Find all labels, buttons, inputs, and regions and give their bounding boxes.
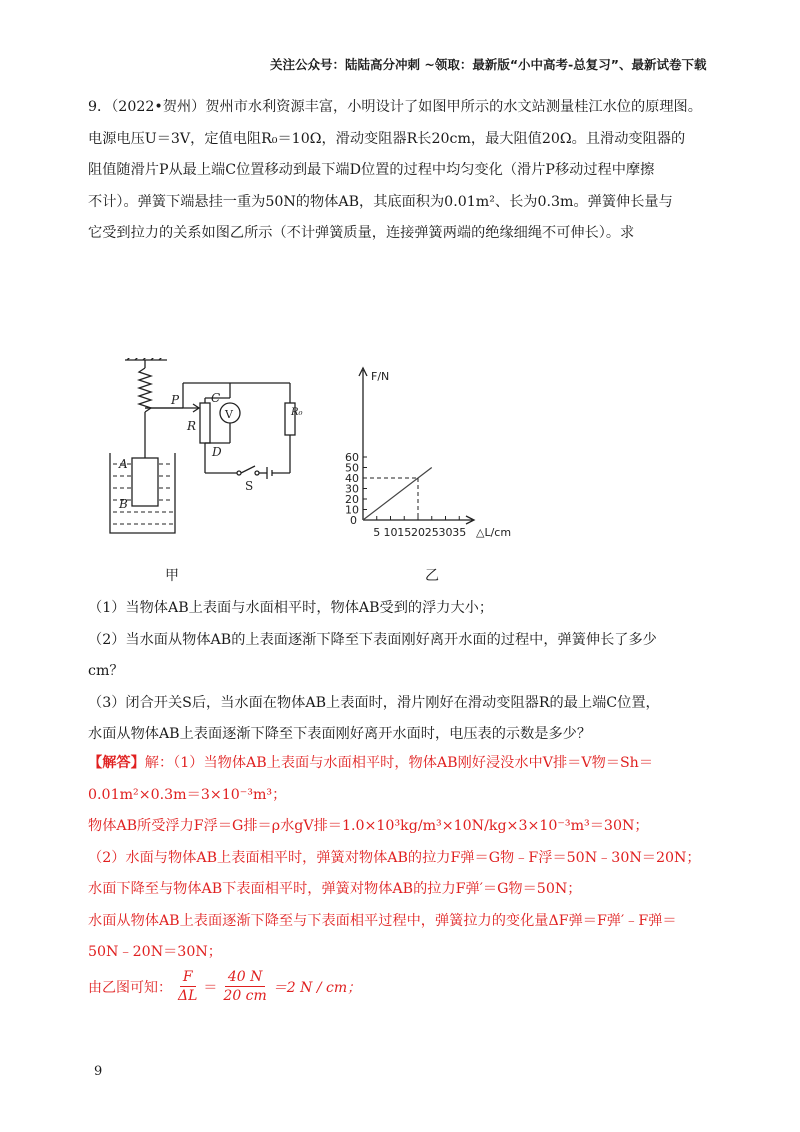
fraction-denominator: ΔL — [178, 988, 198, 1004]
fraction-denominator: 20 cm — [223, 988, 267, 1004]
x-axis-label: △L/cm — [476, 526, 512, 539]
question-line: 电源电压U＝3V，定值电阻R₀＝10Ω，滑动变阻器R长20cm，最大阻值20Ω。且滑动变阻器的 — [88, 130, 686, 147]
caption-yi: 乙 — [425, 568, 439, 584]
x-tick-label: 30 — [438, 526, 453, 539]
fraction-values — [220, 968, 269, 1005]
label-S: S — [245, 479, 254, 493]
x-tick-label: 35 — [452, 526, 467, 539]
answer-tag: 【解答】 — [88, 755, 145, 771]
sub-question-line: （2）当水面从物体AB的上表面逐渐下降至下表面刚好离开水面的过程中，弹簧伸长了多少 — [88, 631, 657, 648]
sub-question-line: （3）闭合开关S后，当水面在物体AB上表面时，滑片刚好在滑动变阻器R的最上端C位置， — [88, 694, 660, 711]
sub-question-line: cm？ — [88, 663, 124, 679]
label-C: C — [211, 391, 221, 405]
force-extension-chart — [335, 362, 550, 542]
sub-question-line: 水面从物体AB上表面逐渐下降至下表面刚好离开水面时，电压表的示数是多少？ — [88, 726, 592, 742]
x-tick-label: 5 — [373, 526, 381, 539]
label-B: B — [119, 497, 128, 511]
x-tick-label: 20 — [411, 526, 425, 539]
fraction-f-over-dl — [175, 968, 200, 1005]
formula-prefix: 由乙图可知： — [88, 979, 172, 996]
y-tick-label: 10 — [345, 503, 359, 517]
answer-section — [88, 748, 718, 969]
answer-line: （2）水面与物体AB上表面相平时，弹簧对物体AB的拉力F弹＝G物﹣F浮＝50N﹣30N＝20N； — [88, 849, 701, 866]
answer-line: 水面从物体AB上表面逐渐下降至与下表面相平过程中，弹簧拉力的变化量ΔF弹＝F弹′﹣F弹＝ — [88, 912, 677, 929]
fraction-numerator: 40 N — [225, 968, 266, 987]
y-tick-label: 60 — [345, 451, 359, 464]
y-tick-label: 50 — [345, 461, 359, 475]
question-text — [88, 92, 718, 250]
answer-line: 解：（1）当物体AB上表面与水面相平时，物体AB刚好浸没水中V排＝V物＝Sh＝ — [144, 755, 654, 771]
label-D: D — [212, 445, 222, 459]
label-R0: R₀ — [291, 407, 303, 418]
fraction-numerator: F — [180, 968, 196, 987]
question-line: 不计）。弹簧下端悬挂一重为50N的物体AB，其底面积为0.01m²、长为0.3m。弹簧伸长量与 — [88, 193, 673, 210]
origin-label: 0 — [350, 514, 357, 527]
y-tick-label: 30 — [345, 482, 359, 496]
page-header: 关注公众号：陆陆高分冲刺 ~领取：最新版“小中高考-总复习”、最新试卷下载 — [270, 57, 707, 72]
circuit-diagram — [105, 358, 315, 558]
label-R: R — [187, 419, 197, 433]
y-axis-label: F/N — [371, 370, 390, 383]
x-tick-label: 25 — [424, 526, 439, 539]
question-line: 阻值随滑片P从最上端C位置移动到最下端D位置的过程中均匀变化（滑片P移动过程中摩擦 — [88, 162, 655, 178]
sub-questions — [88, 593, 718, 751]
label-V: V — [225, 408, 233, 421]
caption-jia: 甲 — [165, 568, 179, 584]
question-line: 9．（2022•贺州）贺州市水利资源丰富，小明设计了如图甲所示的水文站测量桂江水位的原理图。 — [88, 99, 702, 115]
question-line: 它受到拉力的关系如图乙所示（不计弹簧质量，连接弹簧两端的绝缘细绳不可伸长）。求 — [88, 225, 635, 241]
sub-question-line: （1）当物体AB上表面与水面相平时，物体AB受到的浮力大小； — [88, 600, 494, 616]
x-tick-label: 10 — [383, 526, 398, 539]
answer-line: 物体AB所受浮力F浮＝G排＝ρ水gV排＝1.0×10³kg/m³×10N/kg×3×10⁻³m³＝30N； — [88, 818, 649, 834]
y-tick-label: 20 — [345, 493, 359, 506]
page-number: 9 — [94, 1064, 103, 1079]
label-P: P — [171, 393, 180, 407]
y-tick-label: 40 — [345, 472, 359, 485]
label-A: A — [119, 457, 128, 471]
answer-line: 水面下降至与物体AB下表面相平时，弹簧对物体AB的拉力F弹′＝G物＝50N； — [88, 881, 582, 897]
answer-line: 0.01m²×0.3m＝3×10⁻³m³； — [88, 786, 287, 803]
formula-result: ＝2 N / cm； — [272, 979, 362, 996]
equals-sign: ＝ — [203, 979, 218, 996]
formula-row — [88, 968, 361, 1005]
series-line — [363, 468, 432, 521]
x-tick-label: 15 — [397, 526, 412, 539]
answer-line: 50N﹣20N＝30N； — [88, 944, 222, 960]
answer-line-first — [88, 748, 718, 780]
